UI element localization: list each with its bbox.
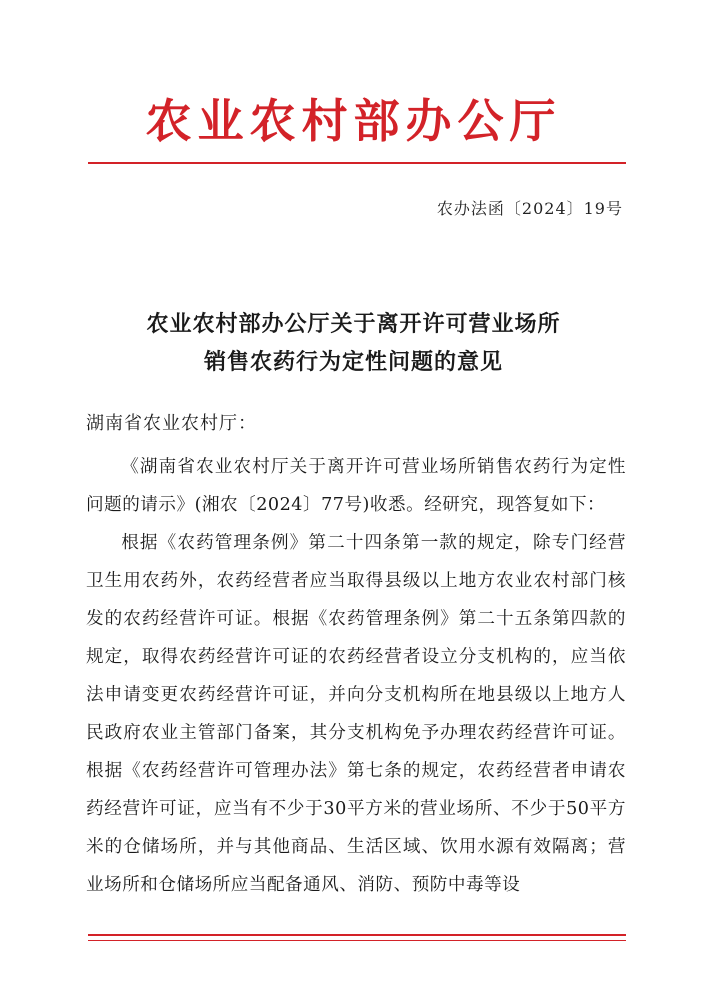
- document-title: [0, 305, 707, 381]
- footer-red-rule-thick: [88, 934, 626, 936]
- title-line-2: 销售农药行为定性问题的意见: [203, 349, 503, 375]
- document-number: 农办法函〔2024〕19号: [436, 199, 623, 218]
- title-line-1: 农业农村部办公厅关于离开许可营业场所: [146, 311, 561, 337]
- masthead-red-rule: [88, 162, 626, 164]
- salutation: 湖南省农业农村厅：: [86, 413, 257, 434]
- body-paragraph-1: 《湖南省农业农村厅关于离开许可营业场所销售农药行为定性问题的请示》(湘农〔2024〕77号)收悉。经研究，现答复如下：: [86, 457, 626, 515]
- footer-red-rule-thin: [88, 940, 626, 941]
- masthead-org-name: 农业农村部办公厅: [145, 94, 562, 148]
- body-paragraph-2: 根据《农药管理条例》第二十四条第一款的规定，除专门经营卫生用农药外，农药经营者应当取得县级以上地方农业农村部门核发的农药经营许可证。根据《农药管理条例》第二十五条第四款的规定，取得农药经营许可证的农药经营者设立分支机构的，应当依法申请变更农药经营许可证，并向分支机构所在地县级以上地方人民政府农业主管部门备案，其分支机构免予办理农药经营许可证。根据《农药经营许可管理办法》第七条的规定，农药经营者申请农药经营许可证，应当有不少于30平方米的营业场所、不少于50平方米的仓储场所，并与其他商品、生活区域、饮用水源有效隔离；营业场所和仓储场所应当配备通风、消防、预防中毒等设: [86, 533, 626, 895]
